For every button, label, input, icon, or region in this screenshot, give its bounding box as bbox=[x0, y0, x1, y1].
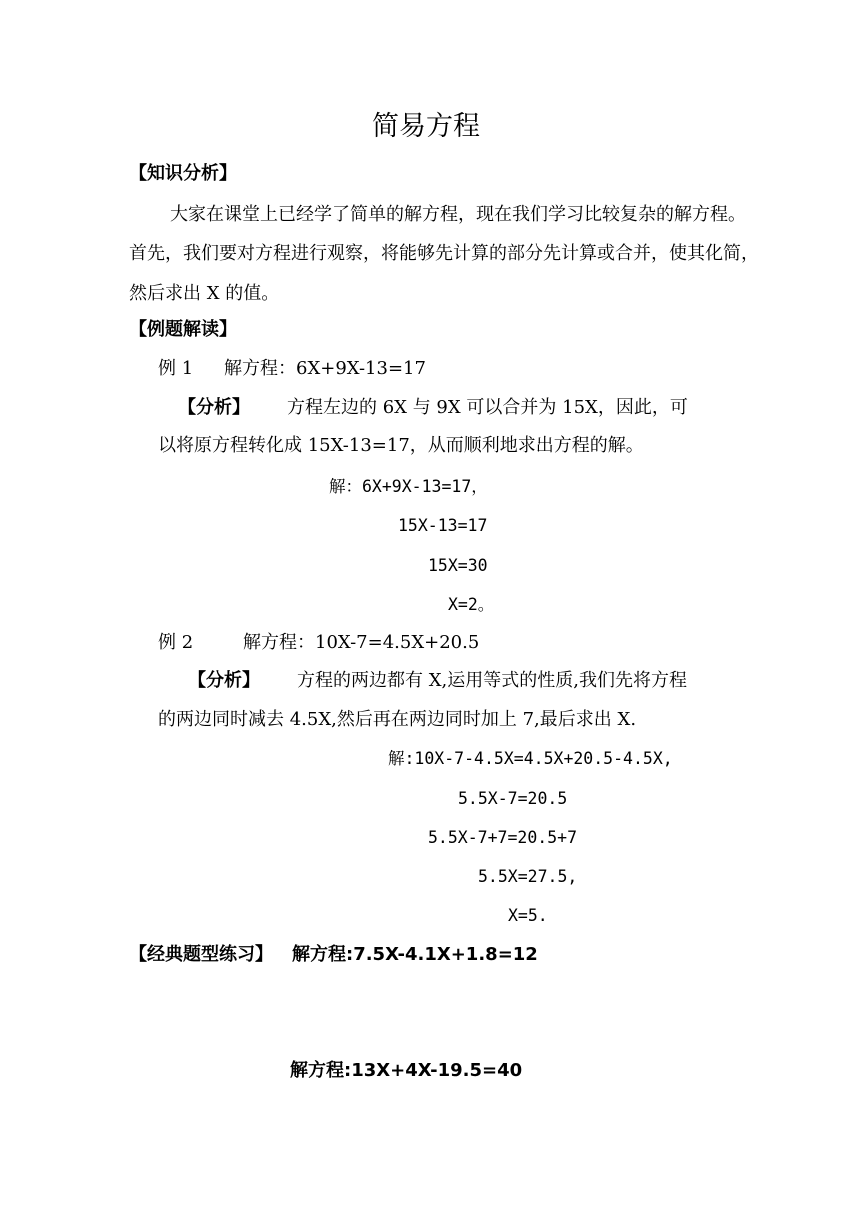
practice-problem-2: 解方程:13X+4X-19.5=40 bbox=[290, 1060, 523, 1081]
example2-analysis-tag: 【分析】 bbox=[188, 670, 260, 691]
example2-analysis-line-1: 方程的两边都有 X,运用等式的性质,我们先将方程 bbox=[297, 670, 687, 691]
knowledge-heading: 【知识分析】 bbox=[129, 163, 237, 184]
example1-solution-step-1: 解：6X+9X-13=17， bbox=[329, 477, 488, 496]
example1-analysis-tag: 【分析】 bbox=[178, 397, 250, 418]
knowledge-line-2: 首先，我们要对方程进行观察，将能够先计算的部分先计算或合并，使其化简， bbox=[129, 243, 759, 264]
example1-solution-step-4: X=2。 bbox=[448, 595, 495, 614]
practice-heading: 【经典题型练习】 bbox=[129, 944, 273, 965]
example2-label: 例 2 bbox=[158, 632, 194, 653]
example1-solution-step-2: 15X-13=17 bbox=[398, 516, 488, 535]
knowledge-line-1: 大家在课堂上已经学了简单的解方程，现在我们学习比较复杂的解方程。 bbox=[170, 204, 746, 225]
example2-solution-step-3: 5.5X-7+7=20.5+7 bbox=[428, 828, 578, 847]
example1-analysis-line-1: 方程左边的 6X 与 9X 可以合并为 15X，因此，可 bbox=[287, 397, 688, 418]
example2-solution-step-2: 5.5X-7=20.5 bbox=[458, 789, 568, 808]
example1-problem: 解方程：6X+9X-13=17 bbox=[224, 358, 426, 379]
example2-problem: 解方程：10X-7=4.5X+20.5 bbox=[243, 632, 480, 653]
page-title: 简易方程 bbox=[372, 111, 480, 142]
example2-analysis-line-2: 的两边同时减去 4.5X,然后再在两边同时加上 7,最后求出 X. bbox=[158, 709, 637, 730]
example1-label: 例 1 bbox=[158, 358, 194, 379]
example2-solution-step-5: X=5. bbox=[508, 906, 548, 925]
examples-heading: 【例题解读】 bbox=[129, 319, 237, 340]
practice-problem-1: 解方程:7.5X-4.1X+1.8=12 bbox=[292, 944, 538, 965]
knowledge-line-3: 然后求出 X 的值。 bbox=[129, 283, 280, 304]
example1-solution-step-3: 15X=30 bbox=[428, 556, 488, 575]
example2-solution-step-1: 解:10X-7-4.5X=4.5X+20.5-4.5X, bbox=[388, 749, 673, 768]
example1-analysis-line-2: 以将原方程转化成 15X-13=17，从而顺利地求出方程的解。 bbox=[158, 435, 644, 456]
example2-solution-step-4: 5.5X=27.5, bbox=[478, 867, 578, 886]
